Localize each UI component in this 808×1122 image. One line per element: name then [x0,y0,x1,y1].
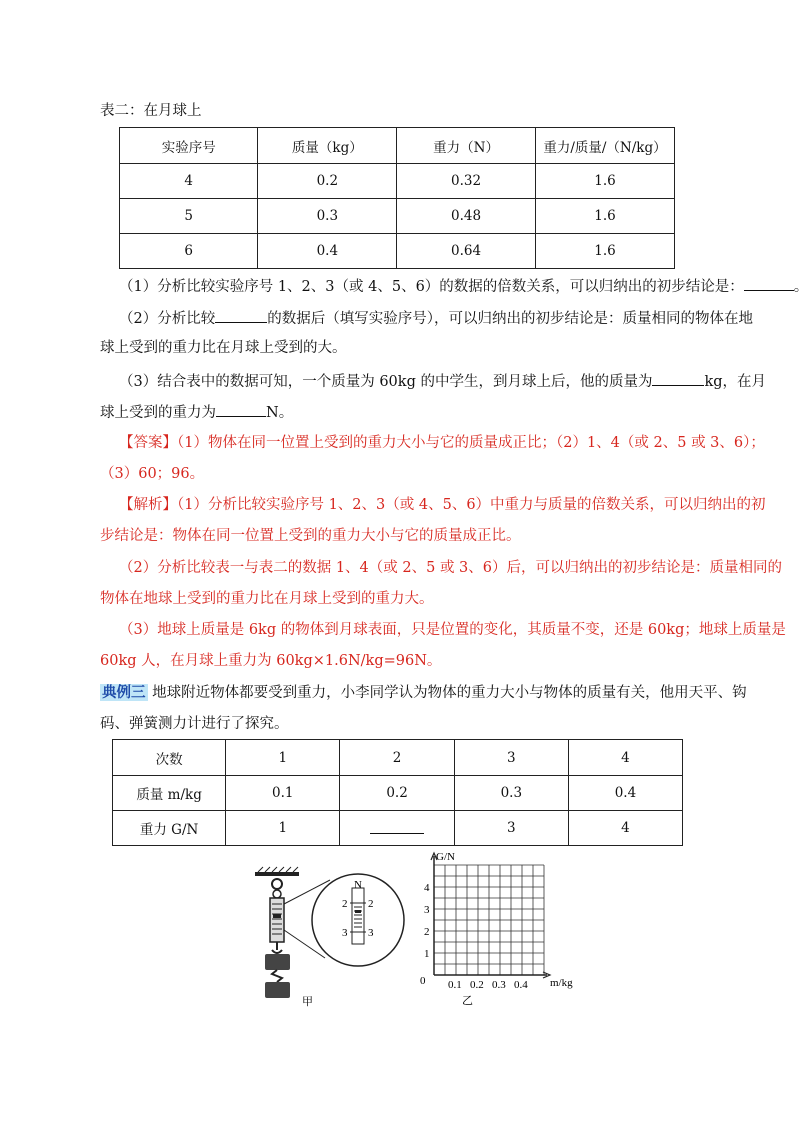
table3-cell: 质量 m/kg [113,776,226,811]
weight-lower [265,982,290,998]
figure-jia-label: 甲 [302,996,313,1008]
gauge-tick-label: 2 [368,898,374,910]
graph-ylabel: G/N [436,851,455,863]
graph-xlabel: m/kg [550,977,573,989]
weight-upper [265,954,290,970]
table3-cell: 3 [454,740,568,776]
g-m-graph-figure [412,848,572,1010]
answer-text: （1）物体在同一位置上受到的重力大小与它的质量成正比；（2）1、4（或 2、5 或 3、6）； [177,435,765,451]
example3-text: 地球附近物体都要受到重力，小李同学认为物体的重力大小与物体的质量有关，他用天平、钩 [152,685,747,701]
table2-cell: 1.6 [535,164,674,199]
magnified-pointer [355,910,361,913]
graph-xtick-label: 0.3 [492,979,506,991]
analysis-line-4: 物体在地球上受到的重力比在月球上受到的重力大。 [100,591,434,607]
analysis-tag: 【解析】 [119,497,177,513]
graph-grid [434,865,544,975]
answer-blank[interactable] [216,401,266,417]
graph-ytick-label: 4 [424,882,430,894]
table2-cell: 0.2 [258,164,397,199]
analysis-line-1 [119,495,766,515]
table3-cell: 0.3 [454,776,568,811]
hanger-ring [272,879,282,889]
table3-cell: 4 [568,811,682,846]
table3-cell-blank[interactable] [340,811,454,846]
question-2-line2: 球上受到的重力比在月球上受到的大。 [100,340,347,356]
answer-blank[interactable] [370,818,424,834]
table2-cell: 6 [120,234,258,269]
example3-line-1 [100,683,747,703]
example3-line-2: 码、弹簧测力计进行了探究。 [100,716,289,732]
graph-xtick-label: 0.1 [448,979,462,991]
gauge-tick-label: 3 [368,927,374,939]
table2-header-cell: 实验序号 [120,128,258,164]
example3-tag: 典例三 [102,684,146,701]
table3-cell: 4 [568,740,682,776]
table3-cell: 2 [340,740,454,776]
table3-cell: 0.2 [340,776,454,811]
graph-xtick-labels [448,979,528,991]
question-2-text-cont: 的数据后（填写实验序号），可以归纳出的初步结论是：质量相同的物体在地 [267,311,753,327]
question-3-text-cont: 球上受到的重力为 [100,405,216,421]
table2-header-cell: 重力/质量/（N/kg） [535,128,674,164]
answer-blank[interactable] [744,275,794,291]
ceiling-beam [255,872,299,876]
answer-blank[interactable] [215,307,267,323]
question-1 [119,275,808,297]
question-1-end: 。 [793,279,808,295]
table2-cell: 0.4 [258,234,397,269]
graph-ytick-label: 1 [424,948,430,960]
table2-cell: 1.6 [535,234,674,269]
question-3-line1 [119,370,766,392]
graph-ytick-label: 2 [424,926,430,938]
table2-cell: 1.6 [535,199,674,234]
analysis-line-6: 60kg 人，在月球上重力为 60kg×1.6N/kg=96N。 [100,653,442,669]
table3-cell: 重力 G/N [113,811,226,846]
table2-header-cell: 质量（kg） [258,128,397,164]
question-2-text: （2）分析比较 [119,311,216,327]
table3-cell: 0.4 [568,776,682,811]
table2-cell: 4 [120,164,258,199]
analysis-line-3: （2）分析比较表一与表二的数据 1、4（或 2、5 或 3、6）后，可以归纳出的初步结论是：质量相同的 [119,560,783,576]
gauge-unit: N [354,879,362,891]
analysis-text: （1）分析比较实验序号 1、2、3（或 4、5、6）中重力与质量的倍数关系，可以归纳出的初 [177,497,766,513]
answer-blank[interactable] [652,370,704,386]
table2-cell: 0.3 [258,199,397,234]
analysis-line-2: 步结论是：物体在同一位置上受到的重力大小与它的质量成正比。 [100,528,521,544]
table2-cell: 0.48 [397,199,536,234]
question-3-unit: kg，在月 [704,374,767,390]
question-3-end: N。 [266,405,294,421]
graph-ytick-label: 3 [424,904,430,916]
table2-title: 表二：在月球上 [100,103,202,119]
table3-cell: 1 [226,811,340,846]
table2-cell: 0.32 [397,164,536,199]
ceiling-hatch [258,867,298,872]
scale-hook [272,942,282,953]
analysis-line-5: （3）地球上质量是 6kg 的物体到月球表面，只是位置的变化，其质量不变，还是 60kg；地球上质量是 [119,622,786,638]
graph-origin: 0 [420,975,426,987]
table3-cell: 3 [454,811,568,846]
moon-data-table [119,127,675,269]
scale-pointer [273,914,281,918]
scale-body [270,898,284,942]
table3-cell: 1 [226,740,340,776]
gauge-tick-label: 3 [342,927,348,939]
figure-yi-label: 乙 [462,995,473,1007]
mass-weight-table [112,739,683,846]
question-2-line1 [119,307,753,329]
weight-hook [272,970,282,982]
table3-cell: 0.1 [226,776,340,811]
table2-cell: 5 [120,199,258,234]
scale-ring [273,890,281,898]
answer-line-2: （3）60；96。 [100,466,205,482]
answer-tag: 【答案】 [119,435,177,451]
table2-cell: 0.64 [397,234,536,269]
question-3-line2 [100,401,293,423]
gauge-tick-label: 2 [342,898,348,910]
spring-scale-figure [250,858,410,1008]
answer-line-1 [119,433,765,453]
table3-cell: 次数 [113,740,226,776]
table2-header-cell: 重力（N） [397,128,536,164]
graph-xtick-label: 0.2 [470,979,484,991]
scale-ticks [272,904,282,934]
graph-ytick-labels [424,882,430,960]
question-1-text: （1）分析比较实验序号 1、2、3（或 4、5、6）的数据的倍数关系，可以归纳出的初步结论是： [119,279,744,295]
magnified-scale-plate [352,888,364,944]
question-3-text: （3）结合表中的数据可知，一个质量为 60kg 的中学生，到月球上后，他的质量为 [119,374,653,390]
graph-xtick-label: 0.4 [514,979,528,991]
